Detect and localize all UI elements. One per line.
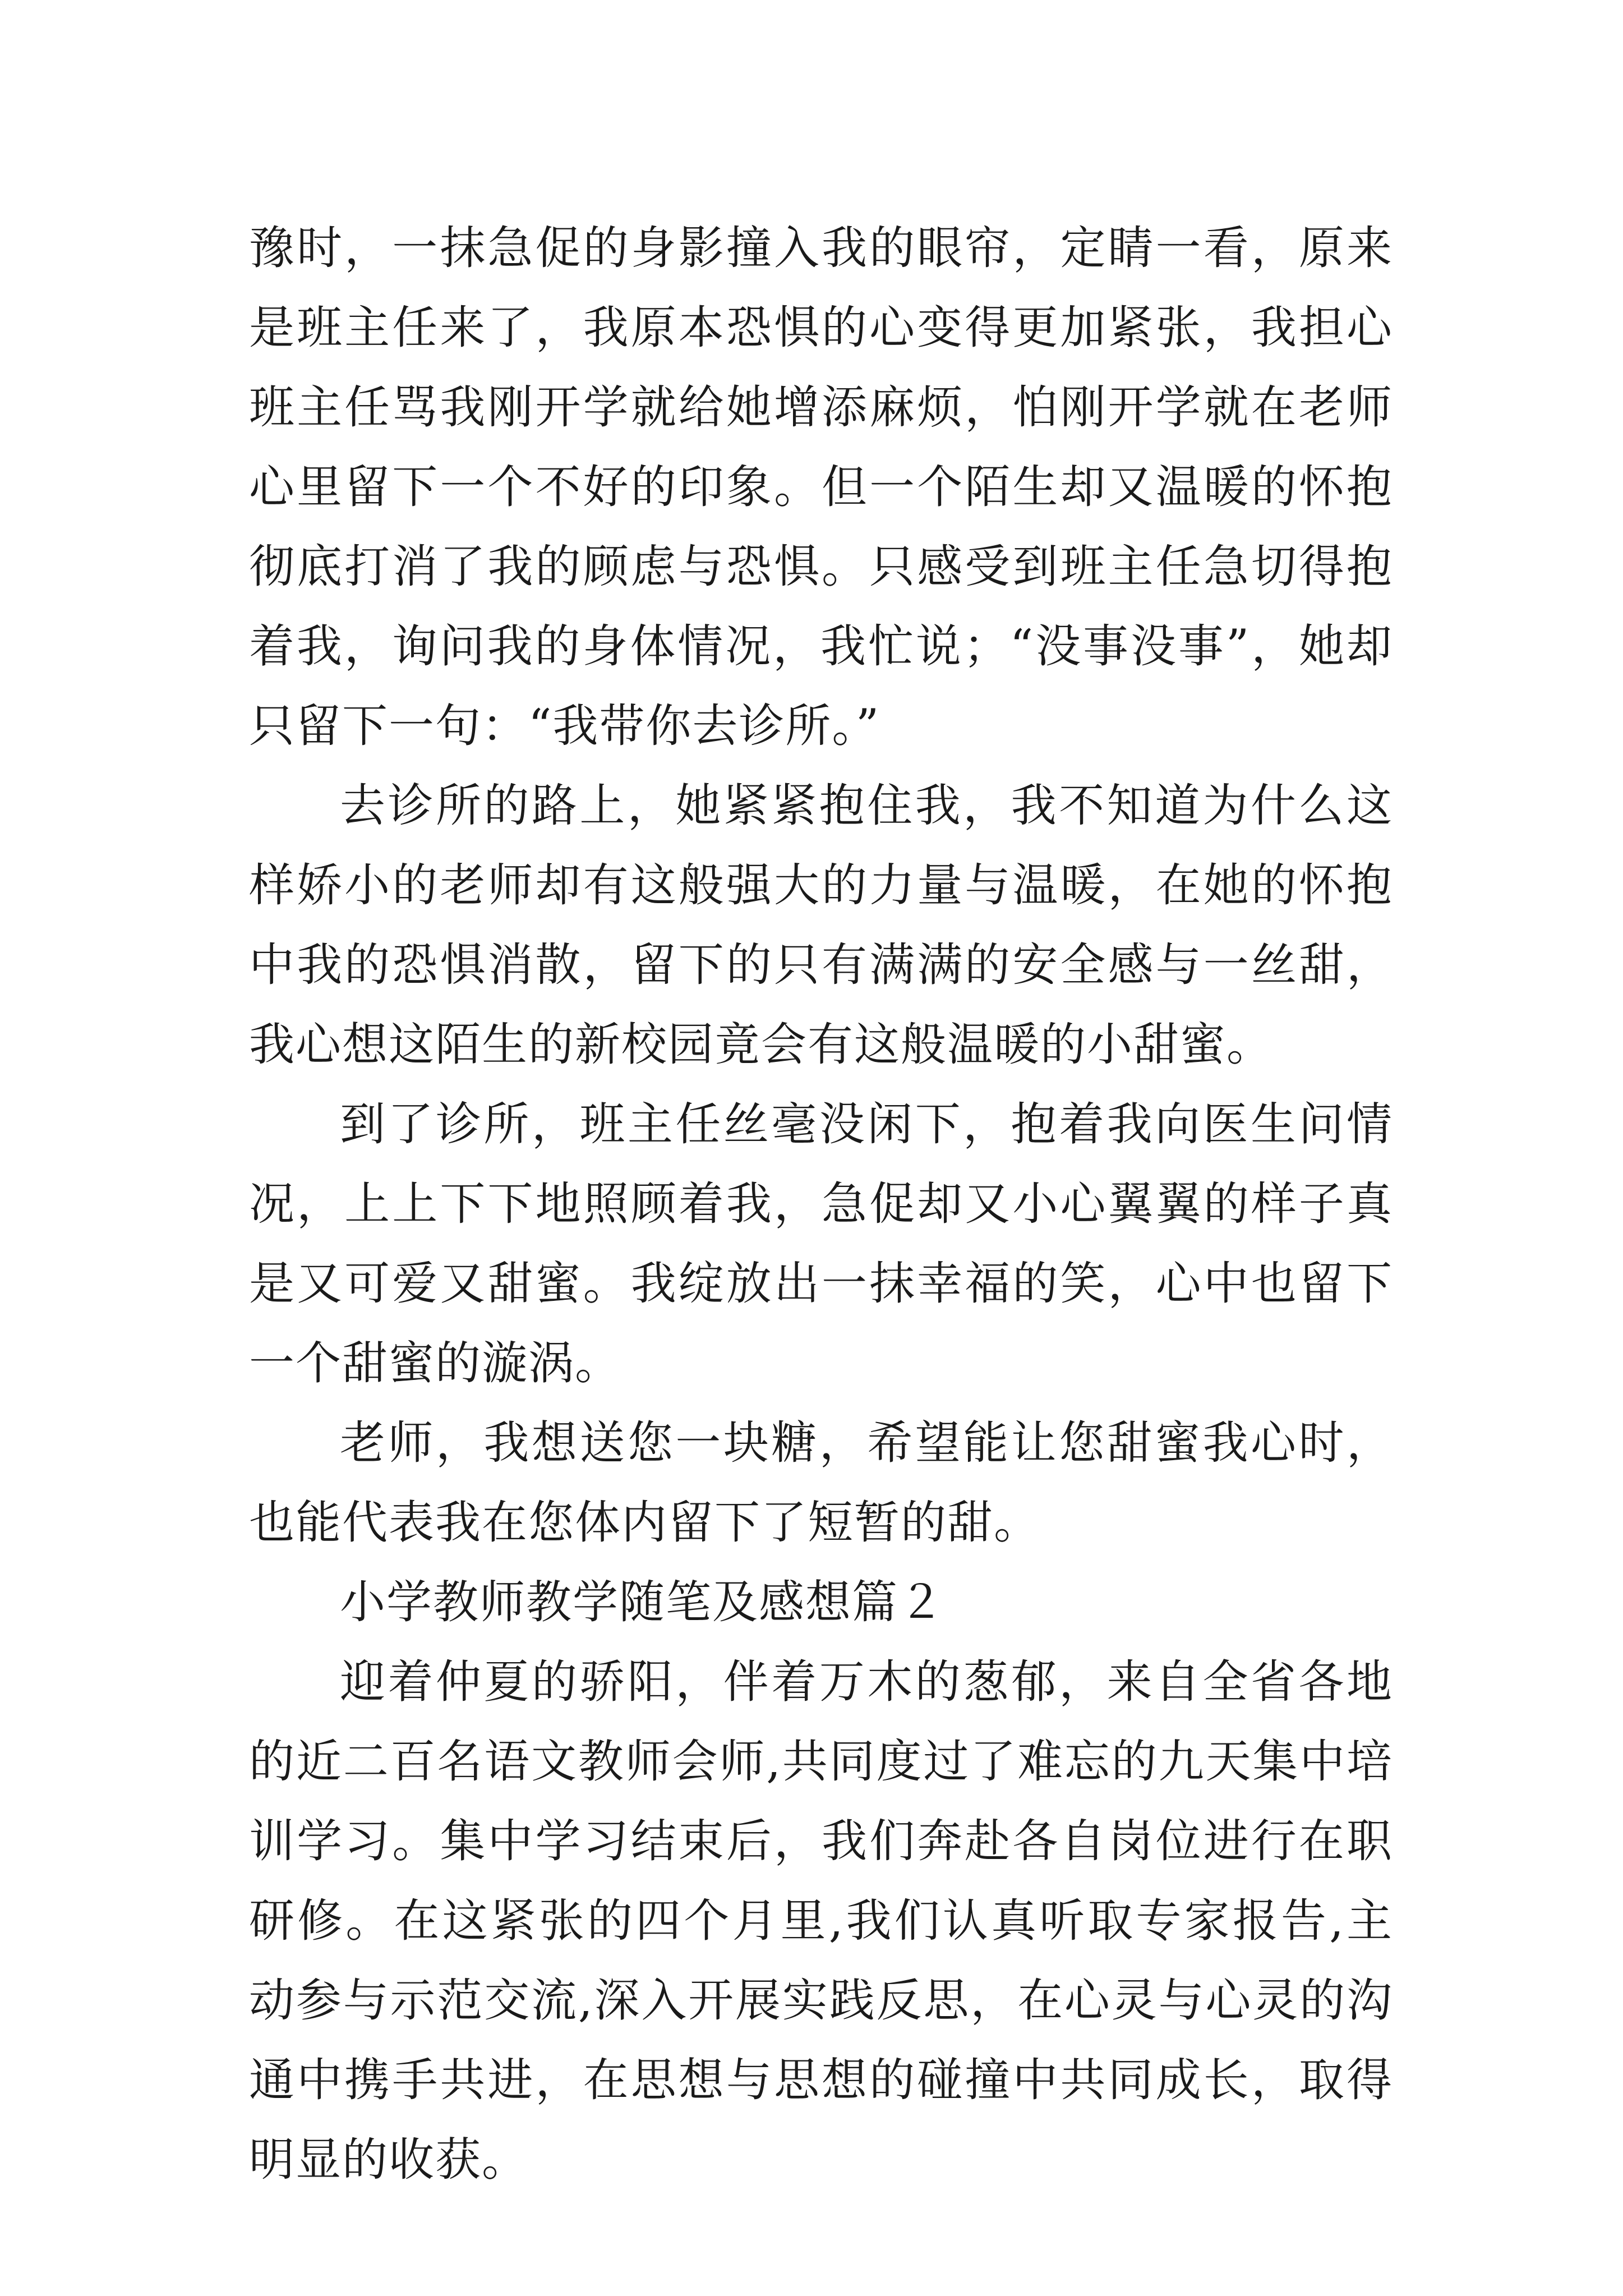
paragraph-1: 豫时，一抹急促的身影撞入我的眼帘，定睛一看，原来是班主任来了，我原本恐惧的心变得更加紧张，我担心班主任骂我刚开学就给她增添麻烦，怕刚开学就在老师心里留下一个不好的印象。但一个陌生却又温暖的怀抱彻底打消了我的顾虑与恐惧。只感受到班主任急切得抱着我，询问我的身体情况，我忙说；“没事没事”，她却只留下一句：“我带你去诊所。” — [249, 222, 1393, 753]
document-body — [249, 209, 1393, 2200]
paragraph-3: 到了诊所，班主任丝毫没闲下，抱着我向医生问情况，上上下下地照顾着我，急促却又小心翼翼的样子真是又可爱又甜蜜。我绽放出一抹幸福的笑，心中也留下一个甜蜜的漩涡。 — [249, 1098, 1393, 1390]
paragraph-4: 老师，我想送您一块糖，希望能让您甜蜜我心时，也能代表我在您体内留下了短暂的甜。 — [249, 1417, 1393, 1549]
section-heading: 小学教师教学随笔及感想篇２ — [340, 1576, 946, 1629]
section-paragraph-1: 迎着仲夏的骄阳，伴着万木的葱郁，来自全省各地的近二百名语文教师会师,共同度过了难忘的九天集中培训学习。集中学习结束后，我们奔赴各自岗位进行在职研修。在这紧张的四个月里,我们认真听取专家报告,主动参与示范交流,深入开展实践反思，在心灵与心灵的沟通中携手共进，在思想与思想的碰撞中共同成长，取得明显的收获。 — [249, 1656, 1393, 2187]
paragraph-2: 去诊所的路上，她紧紧抱住我，我不知道为什么这样娇小的老师却有这般强大的力量与温暖，在她的怀抱中我的恐惧消散，留下的只有满满的安全感与一丝甜，我心想这陌生的新校园竟会有这般温暖的小甜蜜。 — [249, 780, 1393, 1071]
